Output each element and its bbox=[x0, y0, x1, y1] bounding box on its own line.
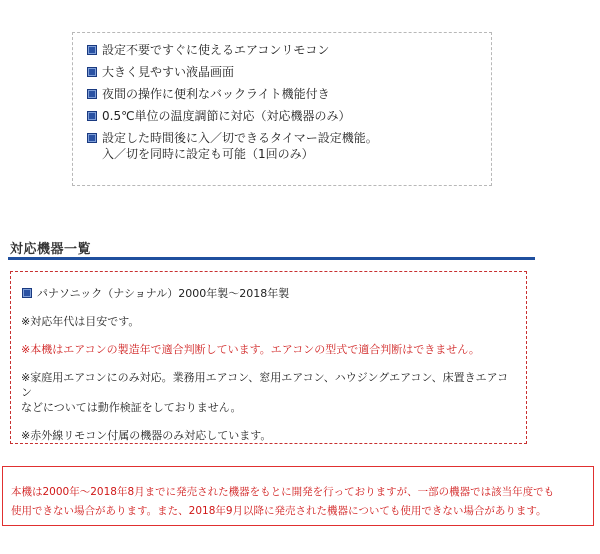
compat-note bbox=[21, 314, 516, 329]
compatible-device-item bbox=[21, 286, 516, 301]
square-bullet-icon bbox=[87, 133, 97, 143]
feature-text bbox=[102, 64, 234, 80]
feature-line: 大きく見やすい液晶画面 bbox=[102, 65, 235, 79]
feature-text bbox=[102, 108, 351, 124]
compatibility-box bbox=[10, 271, 527, 444]
square-bullet-icon bbox=[87, 67, 97, 77]
square-bullet-icon bbox=[87, 111, 97, 121]
feature-text bbox=[102, 86, 330, 102]
title-underline bbox=[8, 257, 535, 260]
compat-note bbox=[21, 370, 516, 415]
feature-line: 夜間の操作に便利なバックライト機能付き bbox=[102, 87, 330, 101]
note-line: などについては動作検証をしておりません。 bbox=[21, 401, 242, 414]
note-line: ※赤外線リモコン付属の機器のみ対応しています。 bbox=[21, 429, 272, 442]
feature-line: 0.5℃単位の温度調節に対応（対応機器のみ） bbox=[102, 109, 351, 123]
feature-item bbox=[87, 64, 491, 80]
feature-text bbox=[102, 130, 378, 162]
feature-line: 入／切を同時に設定も可能（1回のみ） bbox=[102, 147, 314, 161]
feature-item bbox=[87, 108, 491, 124]
warning-line: 使用できない場合があります。また、2018年9月以降に発売された機器についても使用できない場合があります。 bbox=[11, 505, 547, 517]
square-bullet-icon bbox=[87, 45, 97, 55]
features-box bbox=[72, 32, 492, 186]
square-bullet-icon bbox=[87, 89, 97, 99]
note-line: ※対応年代は目安です。 bbox=[21, 315, 140, 328]
feature-item bbox=[87, 86, 491, 102]
compat-note-warning bbox=[21, 342, 516, 357]
square-bullet-icon bbox=[22, 288, 32, 298]
feature-text bbox=[102, 42, 329, 58]
warning-line: 本機は2000年〜2018年8月までに発売された機器をもとに開発を行っておりますが、一部の機器では該当年度でも bbox=[11, 486, 555, 498]
feature-line: 設定した時間後に入／切できるタイマー設定機能。 bbox=[102, 131, 378, 145]
note-line: ※本機はエアコンの製造年で適合判断しています。エアコンの型式で適合判断はできません。 bbox=[21, 343, 480, 356]
compatible-device-text: パナソニック（ナショナル）2000年製〜2018年製 bbox=[37, 287, 290, 300]
section-title: 対応機器一覧 bbox=[10, 242, 92, 257]
feature-line: 設定不要ですぐに使えるエアコンリモコン bbox=[102, 43, 330, 57]
feature-item bbox=[87, 42, 491, 58]
feature-item bbox=[87, 130, 491, 162]
warning-box bbox=[2, 466, 594, 526]
compat-note bbox=[21, 428, 516, 443]
note-line: ※家庭用エアコンにのみ対応。業務用エアコン、窓用エアコン、ハウジングエアコン、床置きエアコン bbox=[21, 371, 509, 399]
